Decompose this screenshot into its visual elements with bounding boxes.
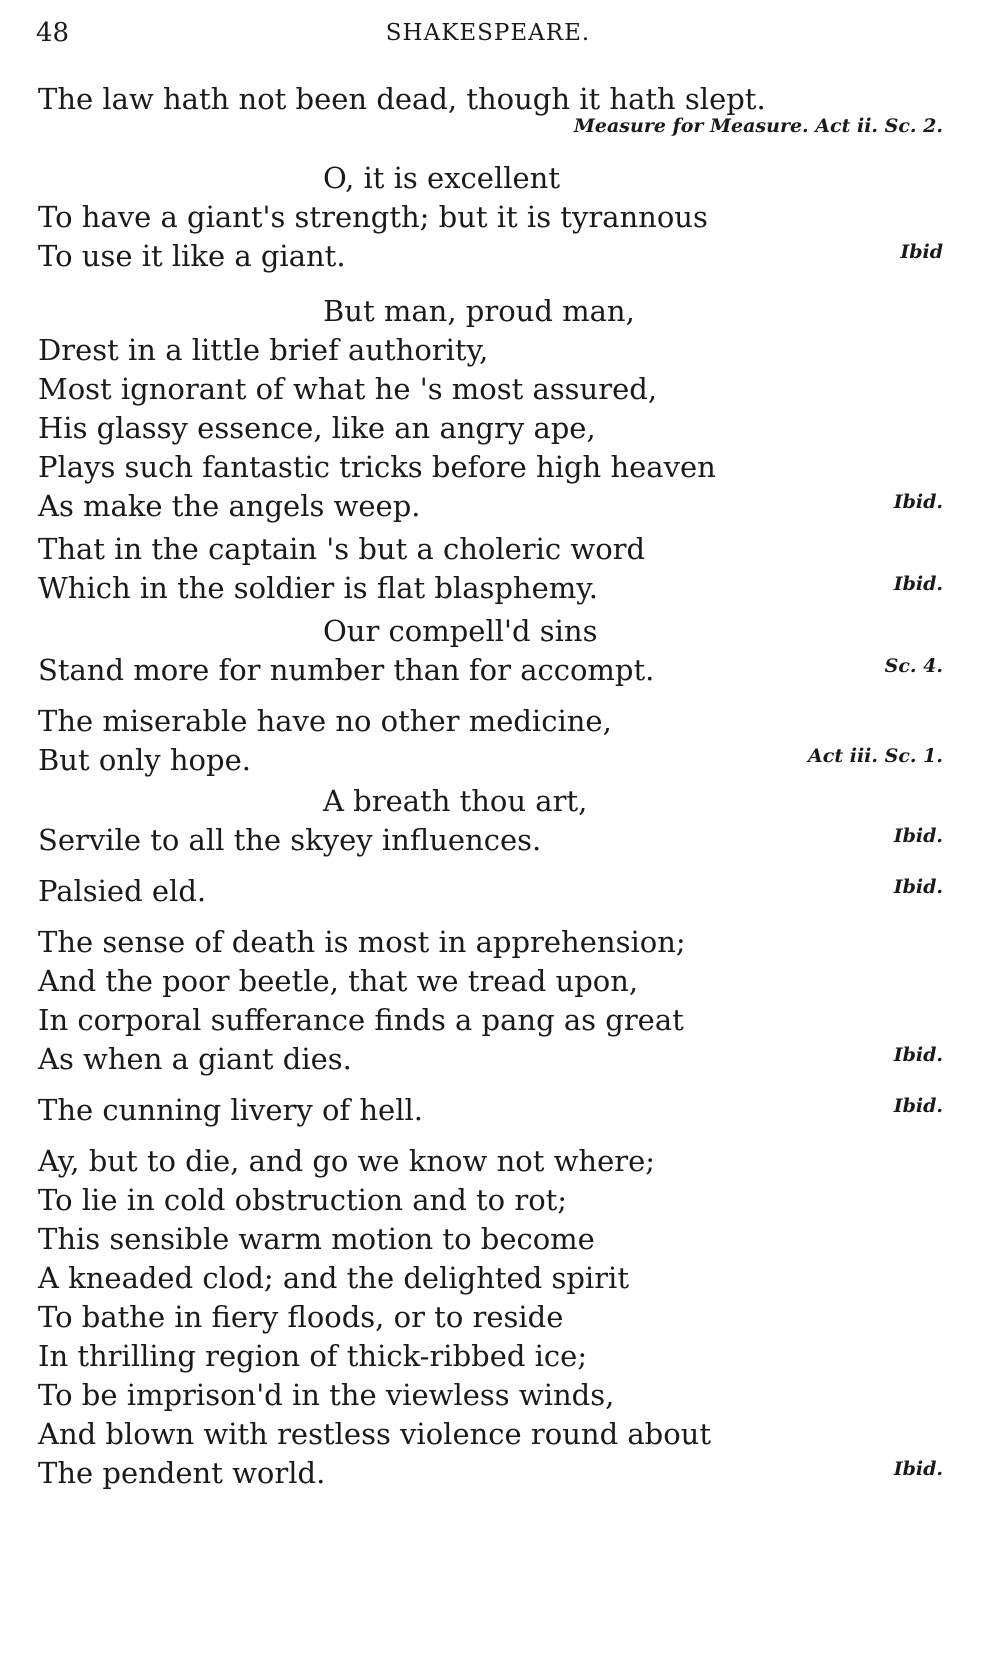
citation: Ibid. xyxy=(893,491,943,513)
verse-line: And blown with restless violence round about xyxy=(38,1417,712,1451)
verse-line: As when a giant dies. Ibid. xyxy=(38,1040,943,1079)
citation: Measure for Measure. Act ii. Sc. 2. xyxy=(573,115,943,137)
verse-line: The miserable have no other medicine, xyxy=(38,704,612,738)
verse-line: Most ignorant of what he 's most assured, xyxy=(38,372,658,406)
verse-line: Stand more for number than for accompt. Sc. 4. xyxy=(38,651,943,690)
verse-line: Ay, but to die, and go we know not where; xyxy=(38,1144,656,1178)
verse-line: Servile to all the skyey influences. Ibid. xyxy=(38,821,943,860)
verse-line: The cunning livery of hell. Ibid. xyxy=(38,1091,943,1130)
verse-line: O, it is excellent xyxy=(323,161,560,195)
citation: Ibid. xyxy=(893,1458,943,1480)
running-title: SHAKESPEARE. xyxy=(385,20,591,46)
citation: Ibid. xyxy=(893,1095,943,1117)
verse-line: But only hope. Act iii. Sc. 1. xyxy=(38,741,943,780)
page-header xyxy=(36,18,940,58)
citation: Ibid. xyxy=(893,825,943,847)
quotation xyxy=(38,612,943,690)
citation: Ibid. xyxy=(893,876,943,898)
verse-line: The sense of death is most in apprehension; xyxy=(38,925,686,959)
quotation xyxy=(38,872,943,911)
quotation xyxy=(38,1142,943,1493)
verse-line: Drest in a little brief authority, xyxy=(38,333,489,367)
verse-line: And the poor beetle, that we tread upon, xyxy=(38,964,639,998)
verse-line: In thrilling region of thick-ribbed ice; xyxy=(38,1339,588,1373)
citation: Act iii. Sc. 1. xyxy=(808,745,943,767)
verse-line: In corporal sufferance finds a pang as great xyxy=(38,1003,684,1037)
citation: Ibid. xyxy=(893,573,943,595)
quotation xyxy=(38,159,943,276)
verse-line: To use it like a giant. Ibid xyxy=(38,237,943,276)
quotation xyxy=(38,702,943,780)
verse-line: A breath thou art, xyxy=(323,784,588,818)
verse-line: Plays such fantastic tricks before high heaven xyxy=(38,450,716,484)
citation-row xyxy=(38,115,943,147)
quotation xyxy=(38,292,943,526)
quotation xyxy=(38,80,943,147)
verse-line: That in the captain 's but a choleric word xyxy=(38,532,646,566)
quotation xyxy=(38,782,943,860)
verse-line: To have a giant's strength; but it is tyrannous xyxy=(38,200,708,234)
verse-line: The law hath not been dead, though it hath slept. xyxy=(38,82,766,116)
verse-line: His glassy essence, like an angry ape, xyxy=(38,411,596,445)
verse-line: A kneaded clod; and the delighted spirit xyxy=(38,1261,629,1295)
citation: Ibid xyxy=(900,241,943,263)
verse-line: This sensible warm motion to become xyxy=(38,1222,595,1256)
verse-line: To bathe in fiery floods, or to reside xyxy=(38,1300,564,1334)
quotation xyxy=(38,1091,943,1130)
quotation xyxy=(38,923,943,1079)
citation: Sc. 4. xyxy=(884,655,943,677)
verse-line: Which in the soldier is flat blasphemy. Ibid. xyxy=(38,569,943,608)
verse-line: Palsied eld. Ibid. xyxy=(38,872,943,911)
verse-line: To be imprison'd in the viewless winds, xyxy=(38,1378,615,1412)
verse-line: But man, proud man, xyxy=(323,294,635,328)
citation: Ibid. xyxy=(893,1044,943,1066)
verse-line: To lie in cold obstruction and to rot; xyxy=(38,1183,568,1217)
quotation xyxy=(38,530,943,608)
quotation-list xyxy=(38,80,943,1493)
verse-line: Our compell'd sins xyxy=(323,614,598,648)
page-number: 48 xyxy=(36,18,70,48)
verse-line: As make the angels weep. Ibid. xyxy=(38,487,943,526)
verse-line: The pendent world. Ibid. xyxy=(38,1454,943,1493)
